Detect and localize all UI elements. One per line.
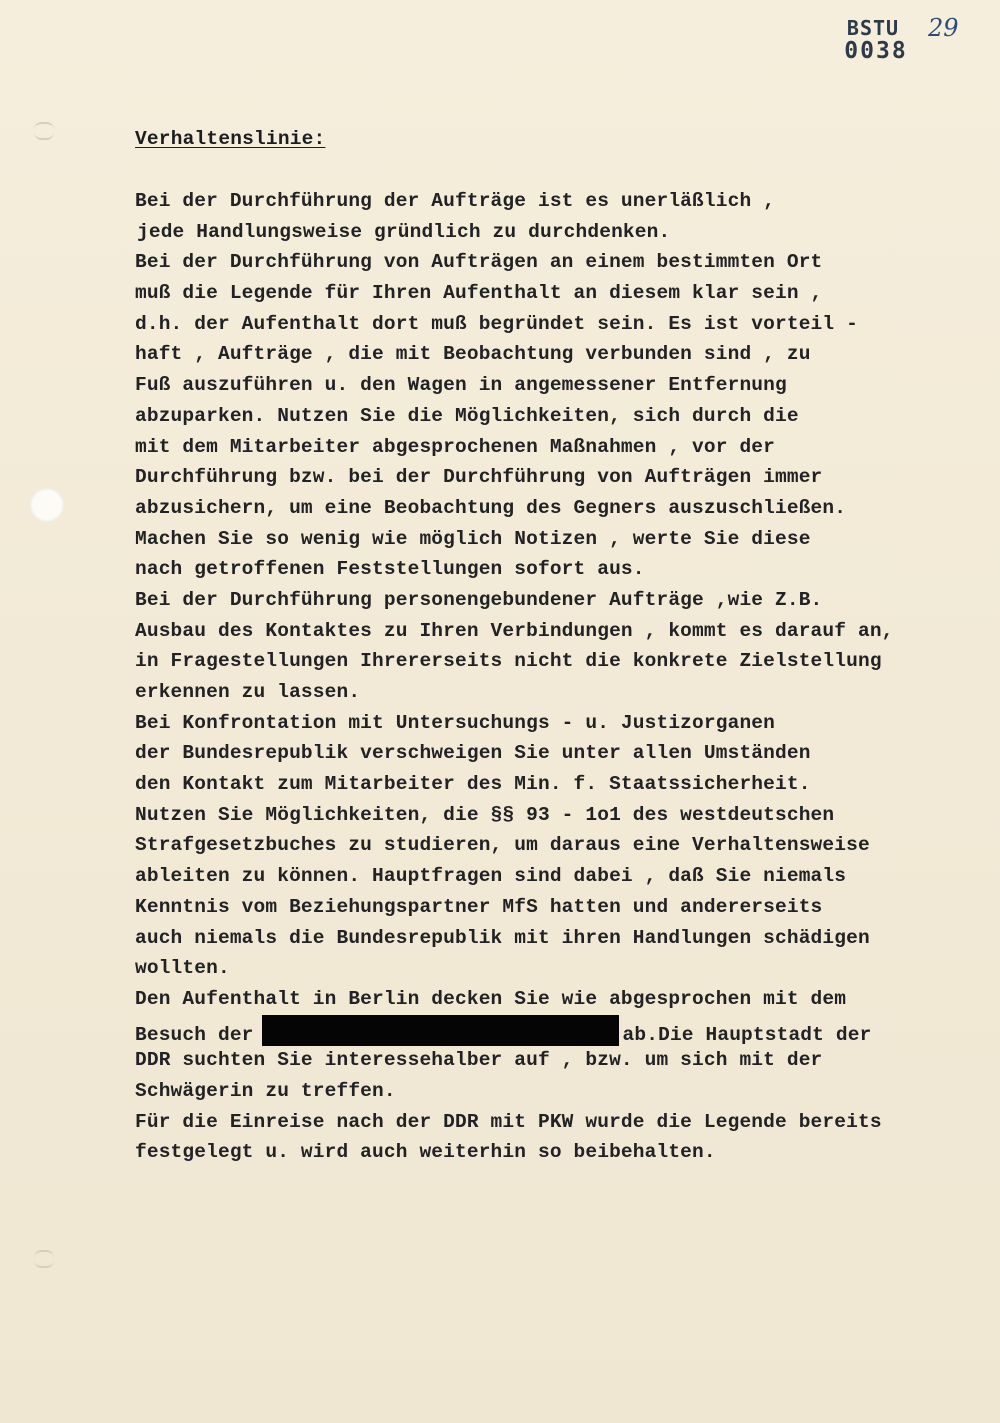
handwritten-folio-number: 29 — [928, 14, 959, 42]
text-line: Den Aufenthalt in Berlin decken Sie wie abgesprochen mit dem — [135, 987, 847, 1010]
text-after-redaction: ab.Die Hauptstadt der — [622, 1023, 872, 1046]
text-line: DDR suchten Sie interessehalber auf , bzw. um sich mit der — [135, 1049, 823, 1072]
text-line: mit dem Mitarbeiter abgesprochenen Maßnahmen , vor der — [135, 435, 776, 458]
punch-mark-bottom — [34, 1250, 54, 1268]
text-line: Nutzen Sie Möglichkeiten, die §§ 93 - 1o1 des westdeutschen — [135, 803, 835, 826]
text-line: Strafgesetzbuches zu studieren, um daraus eine Verhaltensweise — [135, 834, 870, 857]
document-body — [135, 186, 955, 1168]
text-line: den Kontakt zum Mitarbeiter des Min. f. Staatssicherheit. — [135, 773, 811, 796]
text-before-redaction: Besuch der — [135, 1023, 254, 1046]
punch-hole — [30, 488, 64, 522]
text-line: Fuß auszuführen u. den Wagen in angemessener Entfernung — [135, 374, 787, 397]
text-line: Durchführung bzw. bei der Durchführung von Aufträgen immer — [135, 466, 823, 489]
stamp-page-number: 0038 — [844, 38, 908, 64]
text-line: Ausbau des Kontaktes zu Ihren Verbindungen , kommt es darauf an, — [135, 619, 894, 642]
text-line: ableiten zu können. Hauptfragen sind dabei , daß Sie niemals — [135, 865, 847, 888]
text-line: Bei der Durchführung personengebundener Aufträge ,wie Z.B. — [135, 588, 823, 611]
redacted-text-line — [135, 1015, 955, 1046]
text-line: in Fragestellungen Ihrererseits nicht die konkrete Zielstellung — [135, 650, 882, 673]
text-line: Bei der Durchführung von Aufträgen an einem bestimmten Ort — [135, 251, 823, 274]
text-line: festgelegt u. wird auch weiterhin so beibehalten. — [135, 1141, 716, 1164]
text-line: wollten. — [135, 957, 230, 980]
text-line: auch niemals die Bundesrepublik mit ihren Handlungen schädigen — [135, 926, 870, 949]
text-line: abzuparken. Nutzen Sie die Möglichkeiten, sich durch die — [135, 404, 799, 427]
text-line: erkennen zu lassen. — [135, 681, 361, 703]
text-line: muß die Legende für Ihren Aufenthalt an diesem klar sein , — [135, 282, 823, 305]
text-line: der Bundesrepublik verschweigen Sie unter allen Umständen — [135, 742, 811, 765]
text-line: haft , Aufträge , die mit Beobachtung verbunden sind , zu — [135, 343, 811, 366]
text-line: Bei der Durchführung der Aufträge ist es unerläßlich , — [135, 190, 776, 212]
punch-mark-top — [34, 122, 54, 140]
text-line: Machen Sie so wenig wie möglich Notizen , werte Sie diese — [135, 527, 811, 550]
text-line: d.h. der Aufenthalt dort muß begründet sein. Es ist vorteil - — [135, 312, 858, 335]
text-line: Bei Konfrontation mit Untersuchungs - u. Justizorganen — [135, 711, 776, 734]
document-heading: Verhaltenslinie: — [135, 128, 326, 150]
archive-stamp — [836, 18, 916, 63]
redaction-bar — [262, 1015, 619, 1046]
text-line: Kenntnis vom Beziehungspartner MfS hatten und andererseits — [135, 895, 823, 918]
text-line: Schwägerin zu treffen. — [135, 1079, 396, 1102]
text-line: abzusichern, um eine Beobachtung des Gegners auszuschließen. — [135, 496, 847, 519]
text-line: Für die Einreise nach der DDR mit PKW wurde die Legende bereits — [135, 1110, 882, 1133]
stamp-label: BSTU — [846, 16, 900, 40]
text-line: nach getroffenen Feststellungen sofort aus. — [135, 558, 645, 581]
text-line: jede Handlungsweise gründlich zu durchdenken. — [137, 220, 671, 243]
